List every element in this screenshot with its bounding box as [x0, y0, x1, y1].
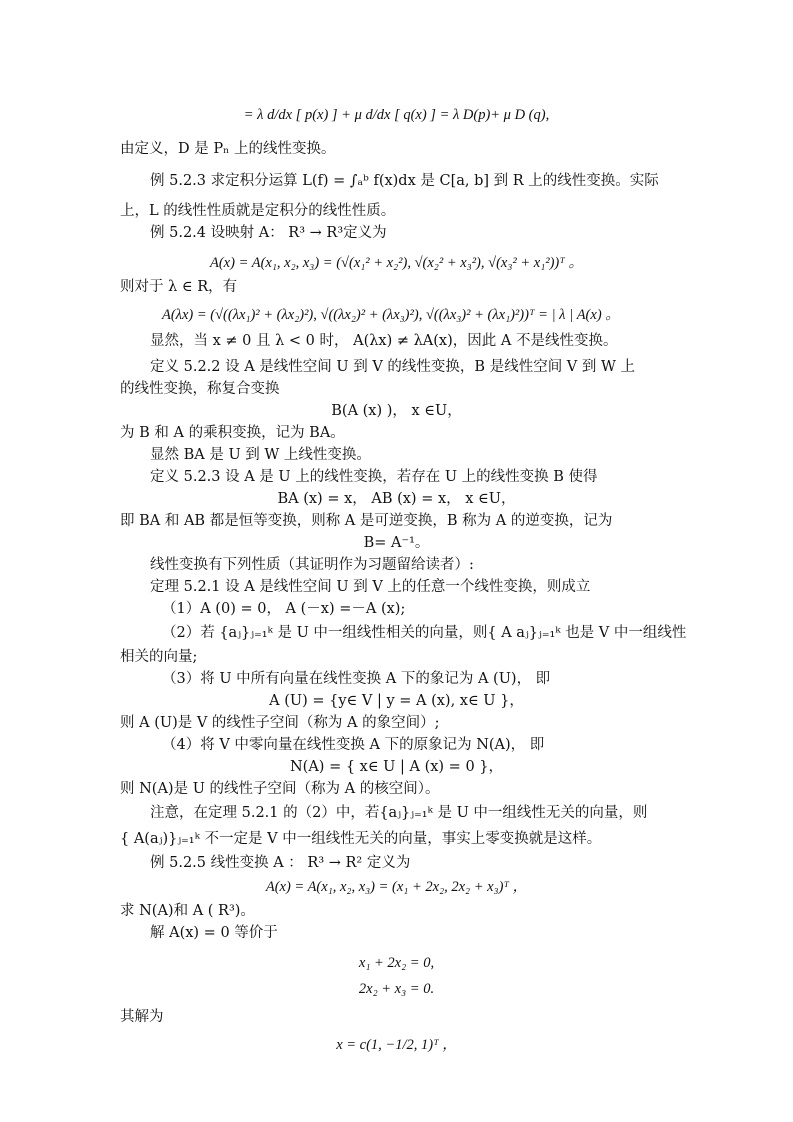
text-line: （2）若 {aⱼ}ⱼ₌₁ᵏ 是 U 中一组线性相关的向量，则{ A aⱼ}ⱼ₌₁ᵏ 也是 V 中一组线性: [162, 625, 687, 641]
text-line: （1）A (0) = 0， A (－x) =－A (x);: [162, 601, 406, 617]
text-line: x₁ + 2x₂ = 0,: [358, 955, 435, 971]
text-line: （4）将 V 中零向量在线性变换 A 下的原象记为 N(A)， 即: [162, 737, 545, 753]
text-line: 解 A(x) = 0 等价于: [150, 925, 278, 941]
text-line: A (U) = {y∈ V | y = A (x), x∈ U }，: [269, 693, 524, 709]
text-line: B= A⁻¹。: [363, 535, 430, 551]
text-line: 为 B 和 A 的乘积变换，记为 BA。: [120, 425, 345, 441]
text-line: 定义 5.2.3 设 A 是 U 上的线性变换，若存在 U 上的线性变换 B 使得: [150, 469, 598, 485]
text-line: 其解为: [120, 1009, 164, 1025]
text-line: 即 BA 和 AB 都是恒等变换，则称 A 是可逆变换，B 称为 A 的逆变换，记为: [120, 513, 613, 529]
text-line: 由定义，D 是 Pₙ 上的线性变换。: [120, 141, 336, 157]
text-line: 相关的向量;: [120, 649, 198, 665]
text-line: A(x) = A(x₁, x₂, x₃) = (√(x₁² + x₂²), √(x₂² + x₃²), √(x₃² + x₁²))ᵀ 。: [210, 255, 583, 271]
text-line: BA (x) = x， AB (x) = x， x ∈U，: [277, 491, 516, 507]
text-line: 例 5.2.4 设映射 A： R³ → R³定义为: [150, 225, 387, 241]
text-line: = λ d/dx [ p(x) ] + μ d/dx [ q(x) ] = λ D(p)+ μ D (q),: [243, 107, 550, 123]
text-line: 则 N(A)是 U 的线性子空间（称为 A 的核空间）。: [120, 781, 440, 797]
text-line: 则对于 λ ∈ R，有: [120, 279, 238, 295]
text-line: A(λx) = (√((λx₁)² + (λx₂)²), √((λx₂)² + (λx₃)²), √((λx₃)² + (λx₁)²))ᵀ = | λ | A(x) 。: [162, 307, 620, 323]
text-line: N(A) = { x∈ U | A (x) = 0 }，: [289, 759, 504, 775]
text-line: 定理 5.2.1 设 A 是线性空间 U 到 V 上的任意一个线性变换，则成立: [150, 579, 591, 595]
text-line: （3）将 U 中所有向量在线性变换 A 下的象记为 A (U)， 即: [162, 671, 551, 687]
text-line: 例 5.2.3 求定积分运算 L(f) = ∫ₐᵇ f(x)dx 是 C[a, b] 到 R 上的线性变换。实际: [150, 173, 659, 189]
text-line: 的线性变换，称复合变换: [120, 381, 280, 397]
text-line: { A(aⱼ)}ⱼ₌₁ᵏ 不一定是 V 中一组线性无关的向量，事实上零变换就是这样。: [120, 831, 602, 847]
text-line: 定义 5.2.2 设 A 是线性空间 U 到 V 的线性变换，B 是线性空间 V 到 W 上: [150, 359, 636, 375]
text-line: 线性变换有下列性质（其证明作为习题留给读者）:: [150, 557, 474, 573]
text-line: A(x) = A(x₁, x₂, x₃) = (x₁ + 2x₂, 2x₂ + x₃)ᵀ ，: [265, 879, 528, 895]
text-line: 2x₂ + x₃ = 0.: [358, 981, 435, 997]
text-line: 注意，在定理 5.2.1 的（2）中，若{aⱼ}ⱼ₌₁ᵏ 是 U 中一组线性无关的向量，则: [150, 805, 648, 821]
text-line: 例 5.2.5 线性变换 A ： R³ → R² 定义为: [150, 855, 411, 871]
text-line: 显然，当 x ≠ 0 且 λ < 0 时， A(λx) ≠ λA(x)，因此 A 不是线性变换。: [150, 333, 618, 349]
text-line: 上，L 的线性性质就是定积分的线性性质。: [120, 203, 396, 219]
text-line: 则 A (U)是 V 的线性子空间（称为 A 的象空间）;: [120, 715, 440, 731]
text-line: 显然 BA 是 U 到 W 上线性变换。: [150, 447, 371, 463]
text-line: x = c(1, −1/2, 1)ᵀ ，: [336, 1037, 457, 1053]
text-line: B(A (x) )， x ∈U，: [331, 403, 462, 419]
text-line: 求 N(A)和 A ( R³)。: [120, 903, 255, 919]
